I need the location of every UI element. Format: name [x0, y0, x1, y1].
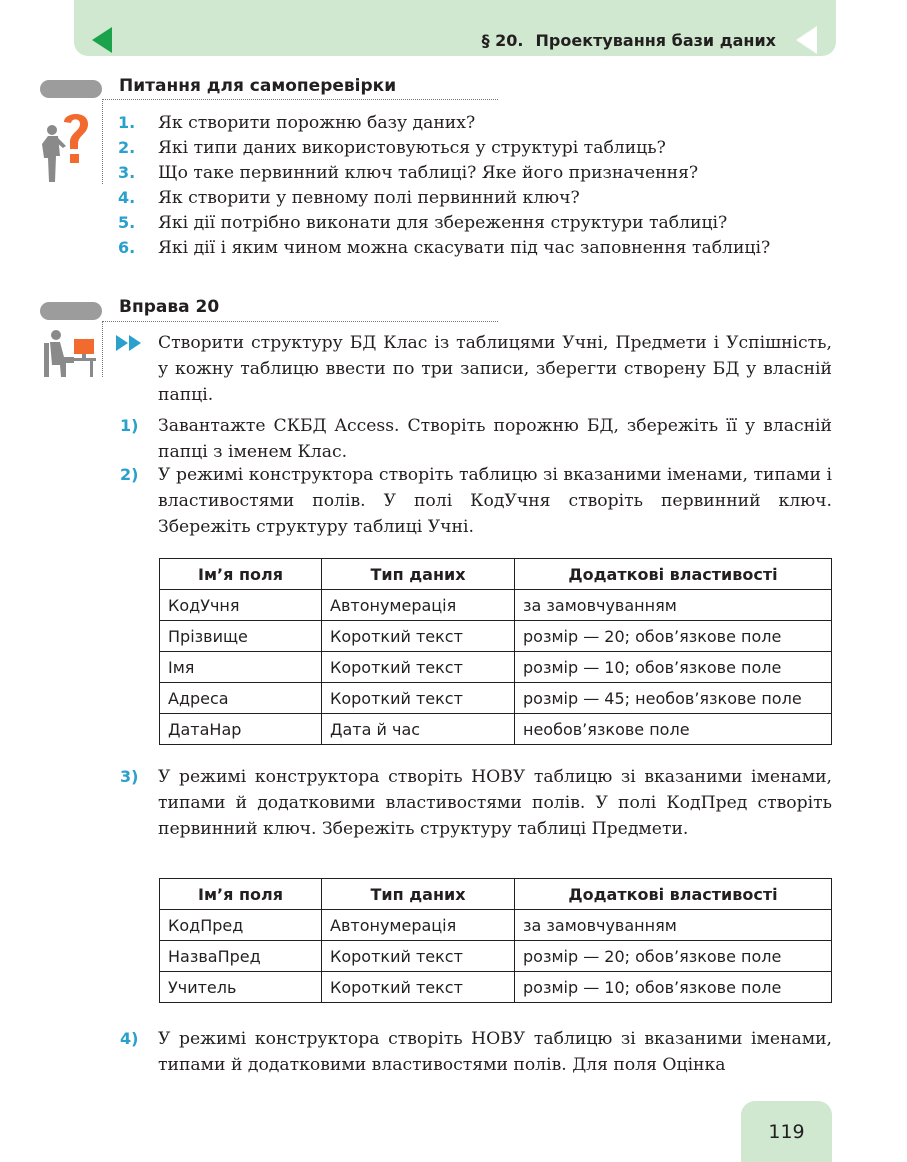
- table-cell: розмір — 20; обов’язкове поле: [515, 621, 832, 652]
- table-cell: за замовчуванням: [515, 910, 832, 941]
- section-marker: [40, 302, 102, 320]
- table-cell: Дата й час: [322, 714, 515, 745]
- questions-list: [118, 110, 770, 260]
- item-number: 3.: [118, 163, 136, 182]
- computer-user-icon: [42, 329, 96, 379]
- page-number: 119: [768, 1121, 805, 1143]
- item-text: Як створити у певному полі первинний ключ?: [158, 188, 580, 208]
- forward-arrow-icon[interactable]: [796, 26, 817, 54]
- table-cell: необов’язкове поле: [515, 714, 832, 745]
- table-row: [160, 590, 832, 621]
- table-cell: розмір — 10; обов’язкове поле: [515, 972, 832, 1003]
- table-cell: Автонумерація: [322, 910, 515, 941]
- table-cell: Короткий текст: [322, 941, 515, 972]
- table-cell: Короткий текст: [322, 652, 515, 683]
- list-item: [118, 135, 770, 160]
- section-marker: [40, 80, 102, 98]
- section-number: § 20.: [481, 31, 524, 50]
- table-header-row: [160, 559, 832, 590]
- column-header: Тип даних: [322, 559, 515, 590]
- table-row: [160, 683, 832, 714]
- table-students: [159, 558, 832, 745]
- table-cell: Адреса: [160, 683, 322, 714]
- item-number: 2.: [118, 138, 136, 157]
- back-arrow-icon[interactable]: [92, 27, 112, 53]
- step-number: 1): [120, 416, 139, 435]
- item-text: Що таке первинний ключ таблиці? Яке його призначення?: [158, 163, 699, 183]
- item-number: 5.: [118, 213, 136, 232]
- list-item: [118, 110, 770, 135]
- table-cell: розмір — 10; обов’язкове поле: [515, 652, 832, 683]
- table-cell: Прізвище: [160, 621, 322, 652]
- item-text: Які дії і яким чином можна скасувати під час заповнення таблиці?: [158, 238, 771, 258]
- table-row: [160, 941, 832, 972]
- table-row: [160, 621, 832, 652]
- list-item: [118, 185, 770, 210]
- table-row: [160, 910, 832, 941]
- divider: [102, 321, 498, 322]
- question-person-icon: [38, 108, 94, 184]
- item-text: Як створити порожню базу даних?: [158, 113, 476, 133]
- list-item: [118, 235, 770, 260]
- step-text: У режимі конструктора створіть НОВУ таблицю зі вказаними іменами, типами й додатковими властивостями полів. Для поля Оцінка: [158, 1029, 832, 1075]
- column-header: Ім’я поля: [160, 879, 322, 910]
- page-number-box: [741, 1101, 832, 1162]
- table-cell: КодУчня: [160, 590, 322, 621]
- step-number: 2): [120, 465, 139, 484]
- column-header: Додаткові властивості: [515, 879, 832, 910]
- table-cell: розмір — 45; необов’язкове поле: [515, 683, 832, 714]
- table-cell: Автонумерація: [322, 590, 515, 621]
- table-cell: Імя: [160, 652, 322, 683]
- table-cell: Короткий текст: [322, 972, 515, 1003]
- list-item: [118, 160, 770, 185]
- table-row: [160, 714, 832, 745]
- item-text: Які дії потрібно виконати для збереження структури таблиці?: [158, 213, 728, 233]
- table-cell: Короткий текст: [322, 621, 515, 652]
- table-cell: ДатаНар: [160, 714, 322, 745]
- table-row: [160, 972, 832, 1003]
- table-cell: Учитель: [160, 972, 322, 1003]
- table-cell: розмір — 20; обов’язкове поле: [515, 941, 832, 972]
- table-cell: Короткий текст: [322, 683, 515, 714]
- item-number: 1.: [118, 113, 136, 132]
- item-text: Які типи даних використовуються у структурі таблиць?: [158, 138, 666, 158]
- exercise-heading: Вправа 20: [119, 297, 220, 317]
- column-header: Тип даних: [322, 879, 515, 910]
- self-check-heading: Питання для самоперевірки: [119, 76, 397, 96]
- step-text: У режимі конструктора створіть НОВУ таблицю зі вказаними іменами, типами й додатковими властивостями полів. У полі КодПред створіть первинний ключ. Збережіть структуру таблиці Предмети.: [158, 767, 832, 839]
- divider: [102, 99, 103, 184]
- column-header: Ім’я поля: [160, 559, 322, 590]
- table-row: [160, 652, 832, 683]
- table-header-row: [160, 879, 832, 910]
- exercise-intro: Створити структуру БД Клас із таблицями Учні, Предмети і Успішність, у кожну таблицю ввести по три записи, зберегти створену БД у власній папці.: [158, 333, 832, 405]
- item-number: 6.: [118, 238, 136, 257]
- step-number: 4): [120, 1029, 139, 1048]
- divider: [102, 321, 103, 377]
- header-title: [482, 31, 776, 50]
- step-text: Завантажте СКБД Access. Створіть порожню БД, збережіть її у власній папці з іменем Клас.: [158, 416, 832, 462]
- section-title: Проектування бази даних: [535, 31, 776, 50]
- table-cell: за замовчуванням: [515, 590, 832, 621]
- divider: [102, 99, 498, 100]
- item-number: 4.: [118, 188, 136, 207]
- list-item: [118, 210, 770, 235]
- table-subjects: [159, 878, 832, 1003]
- column-header: Додаткові властивості: [515, 559, 832, 590]
- table-cell: НазваПред: [160, 941, 322, 972]
- step-text: У режимі конструктора створіть таблицю зі вказаними іменами, типами і властивостями полів. У полі КодУчня створіть первинний ключ. Збережіть структуру таблиці Учні.: [158, 465, 832, 537]
- step-number: 3): [120, 767, 139, 786]
- double-arrow-icon: [116, 335, 146, 351]
- table-cell: КодПред: [160, 910, 322, 941]
